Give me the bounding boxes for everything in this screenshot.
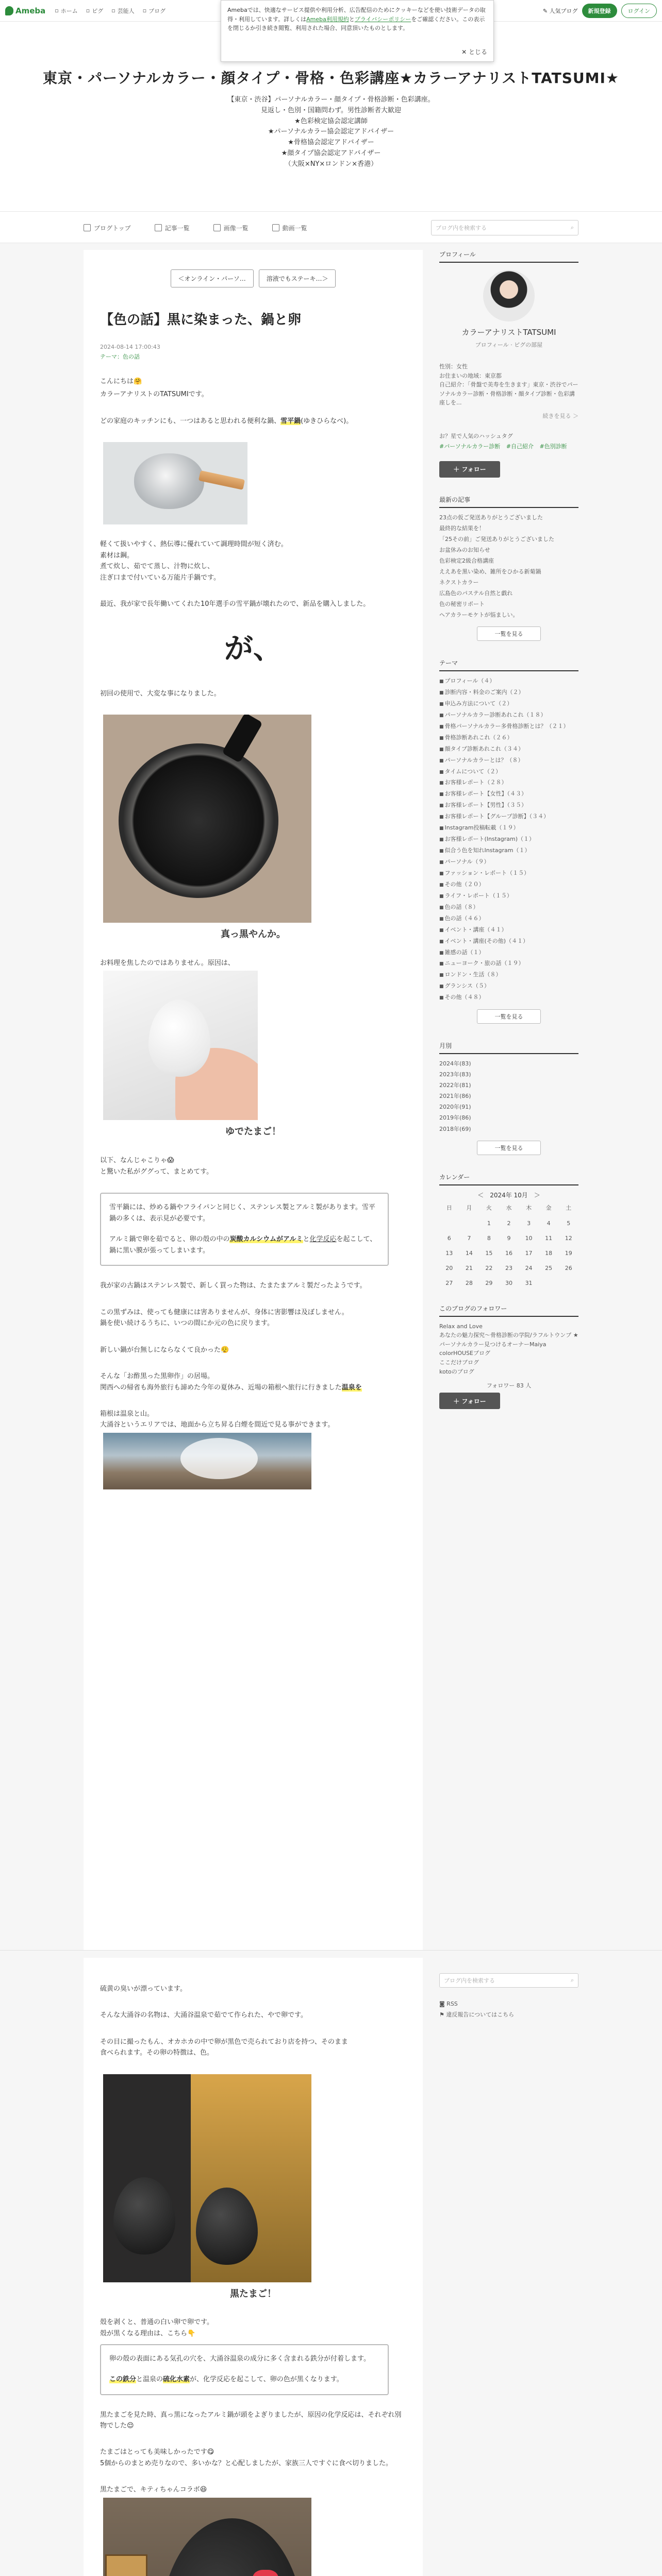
footer-links [439, 1999, 578, 2021]
video-icon [272, 224, 279, 231]
theme-link[interactable]: ■ お客様レポート【グループ診断】（３４） [439, 812, 578, 821]
hashtag-section: お？星で人気のハッシュタグ #パーソナルカラー診断 #自己紹介 #色別診断 [439, 432, 567, 450]
search-icon[interactable]: ⌕ [570, 1977, 574, 1984]
calendar-day[interactable]: 9 [507, 1234, 511, 1242]
theme-link[interactable]: ■ 色の話（４６） [439, 914, 578, 923]
calendar-day [459, 1220, 479, 1227]
greeting: こんにちは🤗 [100, 378, 142, 385]
hashtag-link[interactable]: #パーソナルカラー診断 [439, 443, 501, 450]
calendar-day[interactable]: 31 [525, 1279, 533, 1286]
article [84, 250, 423, 1950]
article-pager [100, 269, 406, 287]
calendar-day[interactable]: 4 [547, 1219, 551, 1227]
recent-entry-link[interactable]: 「25その前」ご発送ありがとうございました [439, 535, 554, 543]
paragraph: 黒たまごで、キティちゃんコラボ😆 [100, 2486, 207, 2494]
paragraph: 硫黄の臭いが漂っています。 [100, 1985, 187, 1993]
entry-body [100, 376, 406, 1489]
blog-nav [0, 211, 662, 243]
profile-section: プロフィール カラーアナリストTATSUMI プロフィール · ピグの部屋 性別：女性 お住まいの地域：東京都 自己紹介：「骨盤で美寿を生きます」東京・渋谷でパーソナルカラー診断・骨格診断・顔タイプ診断・色彩講座しを... 続きを見る ＞ お？星で人気のハッシュタグ #パーソナルカラー診断 #自己紹介 #色別診断 ＋ フォロー [439, 250, 578, 478]
theme-link[interactable]: ■ 色の話（８） [439, 903, 578, 912]
calendar-day[interactable]: 16 [505, 1249, 512, 1257]
entry-title: 【色の話】黒に染まった、鍋と卵 [100, 312, 302, 328]
paragraph: 初回の使用で、大変な事になりました。 [100, 689, 221, 698]
hashtag-link[interactable]: #色別診断 [539, 443, 567, 450]
blog-description: 【東京・渋谷】パーソナルカラー・顔タイプ・骨格診断・色彩講座。 見返し・色別・国籍問わず。男性診断者大歓迎 ★色彩検定協会認定講師 ★パーソナルカラー協会認定アドバイザー ★骨格協会認定アドバイザー ★顔タイプ協会認定アドバイザー （大阪×NY×ロンドン×香港） [227, 96, 435, 168]
black-egg-image[interactable] [103, 2074, 311, 2282]
nav-video-list[interactable]: 動画一覧 [272, 224, 307, 232]
theme-link[interactable]: ■ 申込み方法について（２） [439, 699, 578, 708]
prev-entry-button[interactable]: ＜オンライン・パーソ… [171, 269, 254, 287]
paragraph: 箱根は温泉と山。 大涌谷というエリアでは、地面から立ち昇る白煙を間近で見る事ができます。 [100, 1410, 335, 1429]
archive-link[interactable]: 2021年(86) [439, 1093, 471, 1100]
calendar-weekday: 日 [446, 1204, 452, 1211]
theme-link[interactable]: ■ イベント・講座(その他)（４１） [439, 937, 578, 946]
cookie-notice: Amebaでは、快適なサービス提供や利用分析、広告配信のためにクッキーなどを使い技術データの取得・利用しています。詳しくはAmeba利用規約とプライバシーポリシーをご確認ください。この表示を閉じるか引き続き閲覧、利用された場合、同意頂いたものとします。 ✕ とじる [221, 0, 494, 62]
privacy-link[interactable]: プライバシーポリシー [354, 15, 411, 23]
list-icon [155, 224, 162, 231]
rss-icon: ◙ [439, 2001, 447, 2007]
theme-link[interactable]: ■ 雑感の話（１） [439, 948, 578, 957]
calendar-day[interactable]: 8 [487, 1234, 491, 1242]
follower-link[interactable]: colorHOUSEブログ [439, 1350, 490, 1357]
calendar-day[interactable]: 25 [545, 1264, 553, 1272]
theme-link[interactable]: ■ Instagram投稿転載（１９） [439, 823, 578, 833]
home-icon [84, 224, 91, 231]
follower-link[interactable]: Relax and Love [439, 1323, 483, 1330]
theme-link[interactable]: ■ パーソナルカラーとは？（８） [439, 756, 578, 765]
nav-pigg[interactable]: ▫ ピグ [86, 7, 104, 14]
hashtag-link[interactable]: #自己紹介 [506, 443, 534, 450]
entry-theme-link[interactable]: テーマ：色の話 [100, 353, 140, 360]
theme-link[interactable]: ■ その他（２０） [439, 880, 578, 889]
archive-link[interactable]: 2024年(83) [439, 1060, 471, 1067]
calendar-day[interactable]: 6 [447, 1234, 451, 1242]
calendar-section: カレンダー ＜ 2024年 10月 ＞ 日 月 火 水 木 金 土 1 2 3 4 5 6 7 8 9 10 11 12 13 14 15 16 17 18 19 20 21 22 23 24 25 26 27 28 29 30 31 [439, 1173, 578, 1286]
owakudani-sign [105, 2554, 147, 2576]
calendar-weekday: 火 [486, 1204, 492, 1211]
archive-more-button[interactable]: 一覧を見る [477, 1141, 541, 1155]
recent-entries: 最新の記事 23点の仮ご発送ありがとうございました 最終的な結果を！ 「25その前」ご発送ありがとうございました お盆休みのお知らせ 色彩検定2級合格講座 ええあを黒い染め、雑所をひかる新菊鍋 ネクストカラー 広島色のパステル自然と戯れ 色の秘密リポート ヘアカラーモケトが悩ましい。 一覧を見る [439, 495, 578, 641]
flag-icon: ⚑ [439, 2011, 446, 2018]
blog-search-input[interactable]: ブログ内を検索する ⌕ [431, 220, 578, 235]
paragraph: この黒ずみは、使っても健康には害ありませんが、身体に害影響は及ぼしません。 鍋を使い続けるうちに、いつの間にか元の色に戻ります。 [100, 1308, 349, 1328]
recent-entry-link[interactable]: 23点の仮ご発送ありがとうございました [439, 514, 543, 521]
calendar-day[interactable]: 30 [505, 1279, 512, 1286]
theme-link[interactable]: ■ その他（４８） [439, 993, 578, 1002]
calendar-day [558, 1280, 578, 1286]
recent-entry-link[interactable]: 広島色のパステル自然と戯れ [439, 589, 513, 597]
report-link[interactable]: ⚑ 違反報告についてはこちら [439, 2011, 515, 2018]
archive-link[interactable]: 2022年(81) [439, 1082, 471, 1089]
yukihira-pot-image[interactable] [103, 442, 247, 524]
theme-link[interactable]: ■ ニューヨーク・旅の話（１９） [439, 959, 578, 968]
rss-link[interactable]: ◙ RSS [439, 2001, 458, 2007]
calendar-day[interactable]: 7 [467, 1234, 471, 1242]
archive-link[interactable]: 2023年(83) [439, 1071, 471, 1078]
calendar-weekday: 土 [566, 1204, 572, 1211]
sidebar-search-input[interactable]: ブログ内を検索する ⌕ [439, 1973, 578, 1988]
theme-link[interactable]: ■ 骨格パーソナルカラー多骨格診断とは？（２１） [439, 722, 578, 731]
quote-box: 雪平鍋には、炒める鍋やフライパンと同じく、ステンレス製とアルミ製があります。雪平鍋の多くは、表示見が必要です。 アルミ鍋で卵を茹でると、卵の殻の中の炭酸カルシウムがアルミと化学反応を起こして、鍋に黒い膜が張ってしまいます。 [100, 1193, 389, 1266]
section-divider [0, 1950, 662, 1951]
profile-info: 性別：女性 お住まいの地域：東京都 自己紹介：「骨盤で美寿を生きます」東京・渋谷でパーソナルカラー診断・骨格診断・顔タイプ診断・色彩講座しを... [439, 363, 578, 406]
paragraph: 我が家の古鍋はステンレス製で、新しく買った物は、たまたまアルミ製だったようです。 [100, 1282, 367, 1290]
calendar-day [539, 1280, 559, 1286]
hello-kitty-black-egg-image[interactable] [103, 2498, 311, 2576]
follower-link[interactable]: kotoのブログ [439, 1368, 474, 1375]
archive-link[interactable]: 2020年(91) [439, 1104, 471, 1111]
calendar-day[interactable]: 18 [545, 1249, 553, 1257]
profile-name[interactable]: カラーアナリストTATSUMI [461, 328, 556, 337]
follower-link[interactable]: ここだけブログ [439, 1359, 479, 1366]
image-caption: ゆでたまご！ [225, 1126, 281, 1138]
archive-link[interactable]: 2018年(69) [439, 1125, 471, 1132]
calendar-grid [439, 1204, 578, 1286]
nav-home[interactable]: ▫ ホーム [55, 7, 78, 14]
calendar-day[interactable]: 10 [525, 1234, 533, 1242]
nav-entry-list[interactable]: 記事一覧 [155, 224, 190, 232]
lower-sidebar [439, 1973, 578, 2021]
calendar-day[interactable]: 28 [465, 1279, 473, 1286]
calendar-day[interactable]: 24 [525, 1264, 533, 1272]
recent-entry-link[interactable]: ネクストカラー [439, 579, 479, 586]
theme-link[interactable]: ■ タイムについて（２） [439, 767, 578, 776]
paragraph: どの家庭のキッチンにも、一つはあると思われる便利な鍋、雪平鍋(ゆきひらなべ)。 [100, 417, 353, 425]
calendar-day [439, 1220, 459, 1227]
intro: カラーアナリストのTATSUMIです。 [100, 391, 208, 399]
calendar-day[interactable]: 5 [567, 1219, 571, 1227]
boiled-egg-image[interactable] [103, 971, 258, 1120]
terms-link[interactable]: Ameba利用規約 [306, 15, 349, 23]
theme-link[interactable]: ■ ライフ・レポート（１５） [439, 891, 578, 901]
follow-button[interactable]: ＋ フォロー [439, 461, 500, 478]
follow-button-2[interactable]: ＋ フォロー [439, 1393, 500, 1409]
archive-link[interactable]: 2019年(86) [439, 1114, 471, 1122]
calendar-month[interactable]: ＜ 2024年 10月 ＞ [477, 1191, 540, 1199]
entry-body-continued [100, 1984, 406, 2576]
theme-link[interactable]: ■ お客様レポート【男性】（３５） [439, 801, 578, 810]
login-button[interactable]: ログイン [621, 4, 657, 18]
image-caption: 真っ黒やんか。 [221, 929, 286, 940]
theme-link[interactable]: ■ ファッション・レポート（１５） [439, 869, 578, 878]
calendar-day[interactable]: 14 [465, 1249, 473, 1257]
entry-date: 2024-08-14 17:00:43 [100, 344, 160, 350]
profile-sub-links[interactable]: プロフィール · ピグの部屋 [475, 342, 543, 348]
theme-link[interactable]: ■ お客様レポート（２８） [439, 778, 578, 787]
my-blog-link[interactable]: ✎ 人気ブログ [542, 7, 578, 14]
archive-section: 月別 2024年(83) 2023年(83) 2022年(81) 2021年(86) 2020年(91) 2019年(86) 2018年(69) 一覧を見る [439, 1041, 578, 1155]
recent-entry-link[interactable]: 最終的な結果を！ [439, 524, 485, 532]
calendar-weekday: 金 [545, 1204, 552, 1211]
sidebar [439, 250, 578, 1409]
recent-entry-link[interactable]: 色の秘密リポート [439, 600, 485, 607]
paragraph: たまごはとっても美味しかったです😋 5個からのまとめ売りなので、多いかな？と心配しましたが、家族三人ですぐに食べ切りました。 [100, 2448, 393, 2467]
theme-link[interactable]: ■ パーソナル（９） [439, 857, 578, 867]
recent-entry-link[interactable]: ヘアカラーモケトが悩ましい。 [439, 611, 519, 618]
calendar-day[interactable]: 21 [465, 1264, 473, 1272]
nav-blog[interactable]: ▫ ブログ [142, 7, 166, 14]
calendar-day[interactable]: 12 [565, 1234, 572, 1242]
global-nav [55, 7, 166, 15]
paragraph: そんな大涌谷の名物は、大涌谷温泉で茹でて作られた、やで卵です。 [100, 2011, 307, 2020]
ameba-logo[interactable]: Ameba [5, 6, 45, 15]
followers-section: このブログのフォロワー Relax and Love あなたの魅力探究～骨格診断の学院/ラフルトウンブ ★ パーソナルカラー見つけるオーナーMaiya colorHOUSEブログ ここだけブログ kotoのブログ フォロワー 83 人 ＋ フォロー [439, 1304, 578, 1410]
follower-link[interactable]: あなたの魅力探究～骨格診断の学院/ラフルトウンブ ★ パーソナルカラー見つけるオーナーMaiya [439, 1332, 578, 1348]
theme-more-button[interactable]: 一覧を見る [477, 1009, 541, 1024]
calendar-day[interactable]: 22 [485, 1264, 493, 1272]
theme-link[interactable]: ■ パーソナルカラー診断あれこれ（１８） [439, 710, 578, 720]
theme-link[interactable]: ■ 顔タイプ診断あれこれ（３４） [439, 744, 578, 754]
nav-blog-top[interactable]: ブログトップ [84, 224, 131, 232]
theme-link[interactable]: ■ プロフィール（４） [439, 676, 578, 686]
calendar-day[interactable]: 17 [525, 1249, 533, 1257]
theme-section: テーマ ■ プロフィール（４） ■ 診断内容・料金のご案内（２） ■ 申込み方法について（２） ■ パーソナルカラー診断あれこれ（１８） ■ 骨格パーソナルカラー多骨格診断とは？（２１） ■ 骨格診断あれこれ（２６） ■ 顔タイプ診断あれこれ（３４） ■ パーソナルカラーとは？（８） ■ タイムについて（２） ■ お客様レポート（２８） ■ お客様レポート【女性】（４３） ■ お客様レポート【男性】（３５） ■ お客様レポート【グループ診断】（３４） ■ Instagram投稿転載（１９） ■ お客様レポート(Instagram)（１） ■ 似合う色を知れInstagram（１） ■ パーソナル（９） ■ ファッション・レポート（１５） ■ その他（２０） ■ ライフ・レポート（１５） ■ 色の話（８） ■ 色の話（４６） ■ イベント・講座（４１） ■ イベント・講座(その他)（４１） ■ 雑感の話（１） ■ ニューヨーク・旅の話（１９） ■ ロンドン・生活（８） ■ グランシス（５） ■ その他（４８） 一覧を見る [439, 658, 578, 1024]
calendar-day[interactable]: 11 [545, 1234, 553, 1242]
search-icon[interactable]: ⌕ [570, 224, 574, 231]
recent-more-button[interactable]: 一覧を見る [477, 626, 541, 641]
ameba-logo-icon [5, 6, 13, 15]
theme-link[interactable]: ■ お客様レポート【女性】（４３） [439, 789, 578, 799]
recent-entry-link[interactable]: ええあを黒い染め、雑所をひかる新菊鍋 [439, 568, 541, 575]
next-entry-button[interactable]: 溶液でもステーキ…＞ [259, 269, 336, 287]
theme-link[interactable]: ■ 骨格診断あれこれ（２６） [439, 733, 578, 742]
calendar-day[interactable]: 2 [507, 1219, 511, 1227]
global-actions [543, 4, 657, 18]
calendar-weekday: 水 [506, 1204, 512, 1211]
calendar-weekday: 月 [466, 1204, 472, 1211]
theme-link[interactable]: ■ 似合う色を知れInstagram（１） [439, 846, 578, 855]
calendar-day[interactable]: 26 [565, 1264, 572, 1272]
recent-entry-link[interactable]: 色彩検定2級合格講座 [439, 557, 494, 564]
paragraph: 新しい鍋が台無しにならなくて良かった😮‍💨 [100, 1346, 229, 1354]
theme-link[interactable]: ■ イベント・講座（４１） [439, 925, 578, 935]
calendar-day[interactable]: 23 [505, 1264, 512, 1272]
recent-entry-link[interactable]: お盆休みのお知らせ [439, 546, 490, 553]
follower-count[interactable]: フォロワー 83 人 [486, 1382, 532, 1389]
calendar-day[interactable]: 13 [445, 1249, 453, 1257]
blog-title[interactable]: 東京・パーソナルカラー・顔タイプ・骨格・色彩講座★カラーアナリストTATSUMI★ [42, 70, 620, 87]
cookie-close-button[interactable]: ✕ とじる [461, 48, 487, 56]
paragraph: 軽くて扱いやすく、熱伝導に優れていて調理時間が短く済む。 素材は鋼。 煮て炊し、茹でて蒸し、汁物に炊し、 注ぎ口まで付いている万能片手鍋です。 [100, 540, 288, 582]
calendar-day[interactable]: 1 [487, 1219, 491, 1227]
paragraph: 黒たまごを見た時、真っ黒になったアルミ鍋が頭をよぎりましたが、原因の化学反応は、それぞれ別物でした😌 [100, 2411, 402, 2430]
nav-celebrity[interactable]: ▫ 芸能人 [111, 7, 135, 14]
theme-link[interactable]: ■ お客様レポート(Instagram)（１） [439, 835, 578, 844]
image-icon [213, 224, 221, 231]
paragraph: そんな「お酢黒った黒卵作」の居場。 関西への帰省も海外旅行も諦めた今年の夏休み、近場の箱根へ旅行に行きました温泉を [100, 1372, 362, 1392]
calendar-day[interactable]: 20 [445, 1264, 453, 1272]
quote-box-2: 卵の殻の表面にある気孔の穴を、大涌谷温泉の成分に多く含まれる鉄分が付着します。 この鉄分と温泉の硫化水素が、化学反応を起こして、卵の色が黒くなります。 [100, 2344, 389, 2395]
profile-more-link[interactable]: 続きを見る ＞ [542, 412, 578, 419]
calendar-day[interactable]: 19 [565, 1249, 572, 1257]
owakudani-steam-image[interactable] [103, 1433, 311, 1489]
calendar-day[interactable]: 27 [445, 1279, 453, 1286]
paragraph: 殻を剥くと、普通の白い卵で卵です。 殻が黒くなる理由は、こちら👇 [100, 2318, 213, 2337]
theme-link[interactable]: ■ 診断内容・料金のご案内（２） [439, 688, 578, 697]
article-continued [84, 1958, 423, 2576]
paragraph: その目に撮ったもん、オカホカの中で卵が黒色で売られており店を持つ、そのまま 食べられます。その卵の特徴は、色。 [100, 2038, 348, 2057]
image-caption: 黒たまご！ [230, 2288, 276, 2299]
calendar-weekday: 木 [526, 1204, 532, 1211]
theme-link[interactable]: ■ グランシス（５） [439, 981, 578, 991]
emphasis-text: が、 [224, 632, 282, 666]
calendar-day[interactable]: 29 [485, 1279, 493, 1286]
paragraph: 以下、なんじゃこりゃ😱 と驚いた私がググって、まとめてす。 [100, 1157, 213, 1176]
theme-link[interactable]: ■ ロンドン・生活（８） [439, 970, 578, 979]
calendar-day[interactable]: 3 [527, 1219, 531, 1227]
avatar[interactable] [483, 270, 535, 321]
paragraph: 最近、我が家で長年働いてくれた10年選手の雪平鍋が壊れたので、新品を購入しました。 [100, 600, 370, 608]
blackened-pot-image[interactable] [103, 715, 311, 923]
nav-image-list[interactable]: 画像一覧 [213, 224, 249, 232]
register-button[interactable]: 新規登録 [582, 4, 617, 18]
calendar-day[interactable]: 15 [485, 1249, 493, 1257]
paragraph: お料理を焦したのではありません。原因は、 [100, 959, 235, 968]
